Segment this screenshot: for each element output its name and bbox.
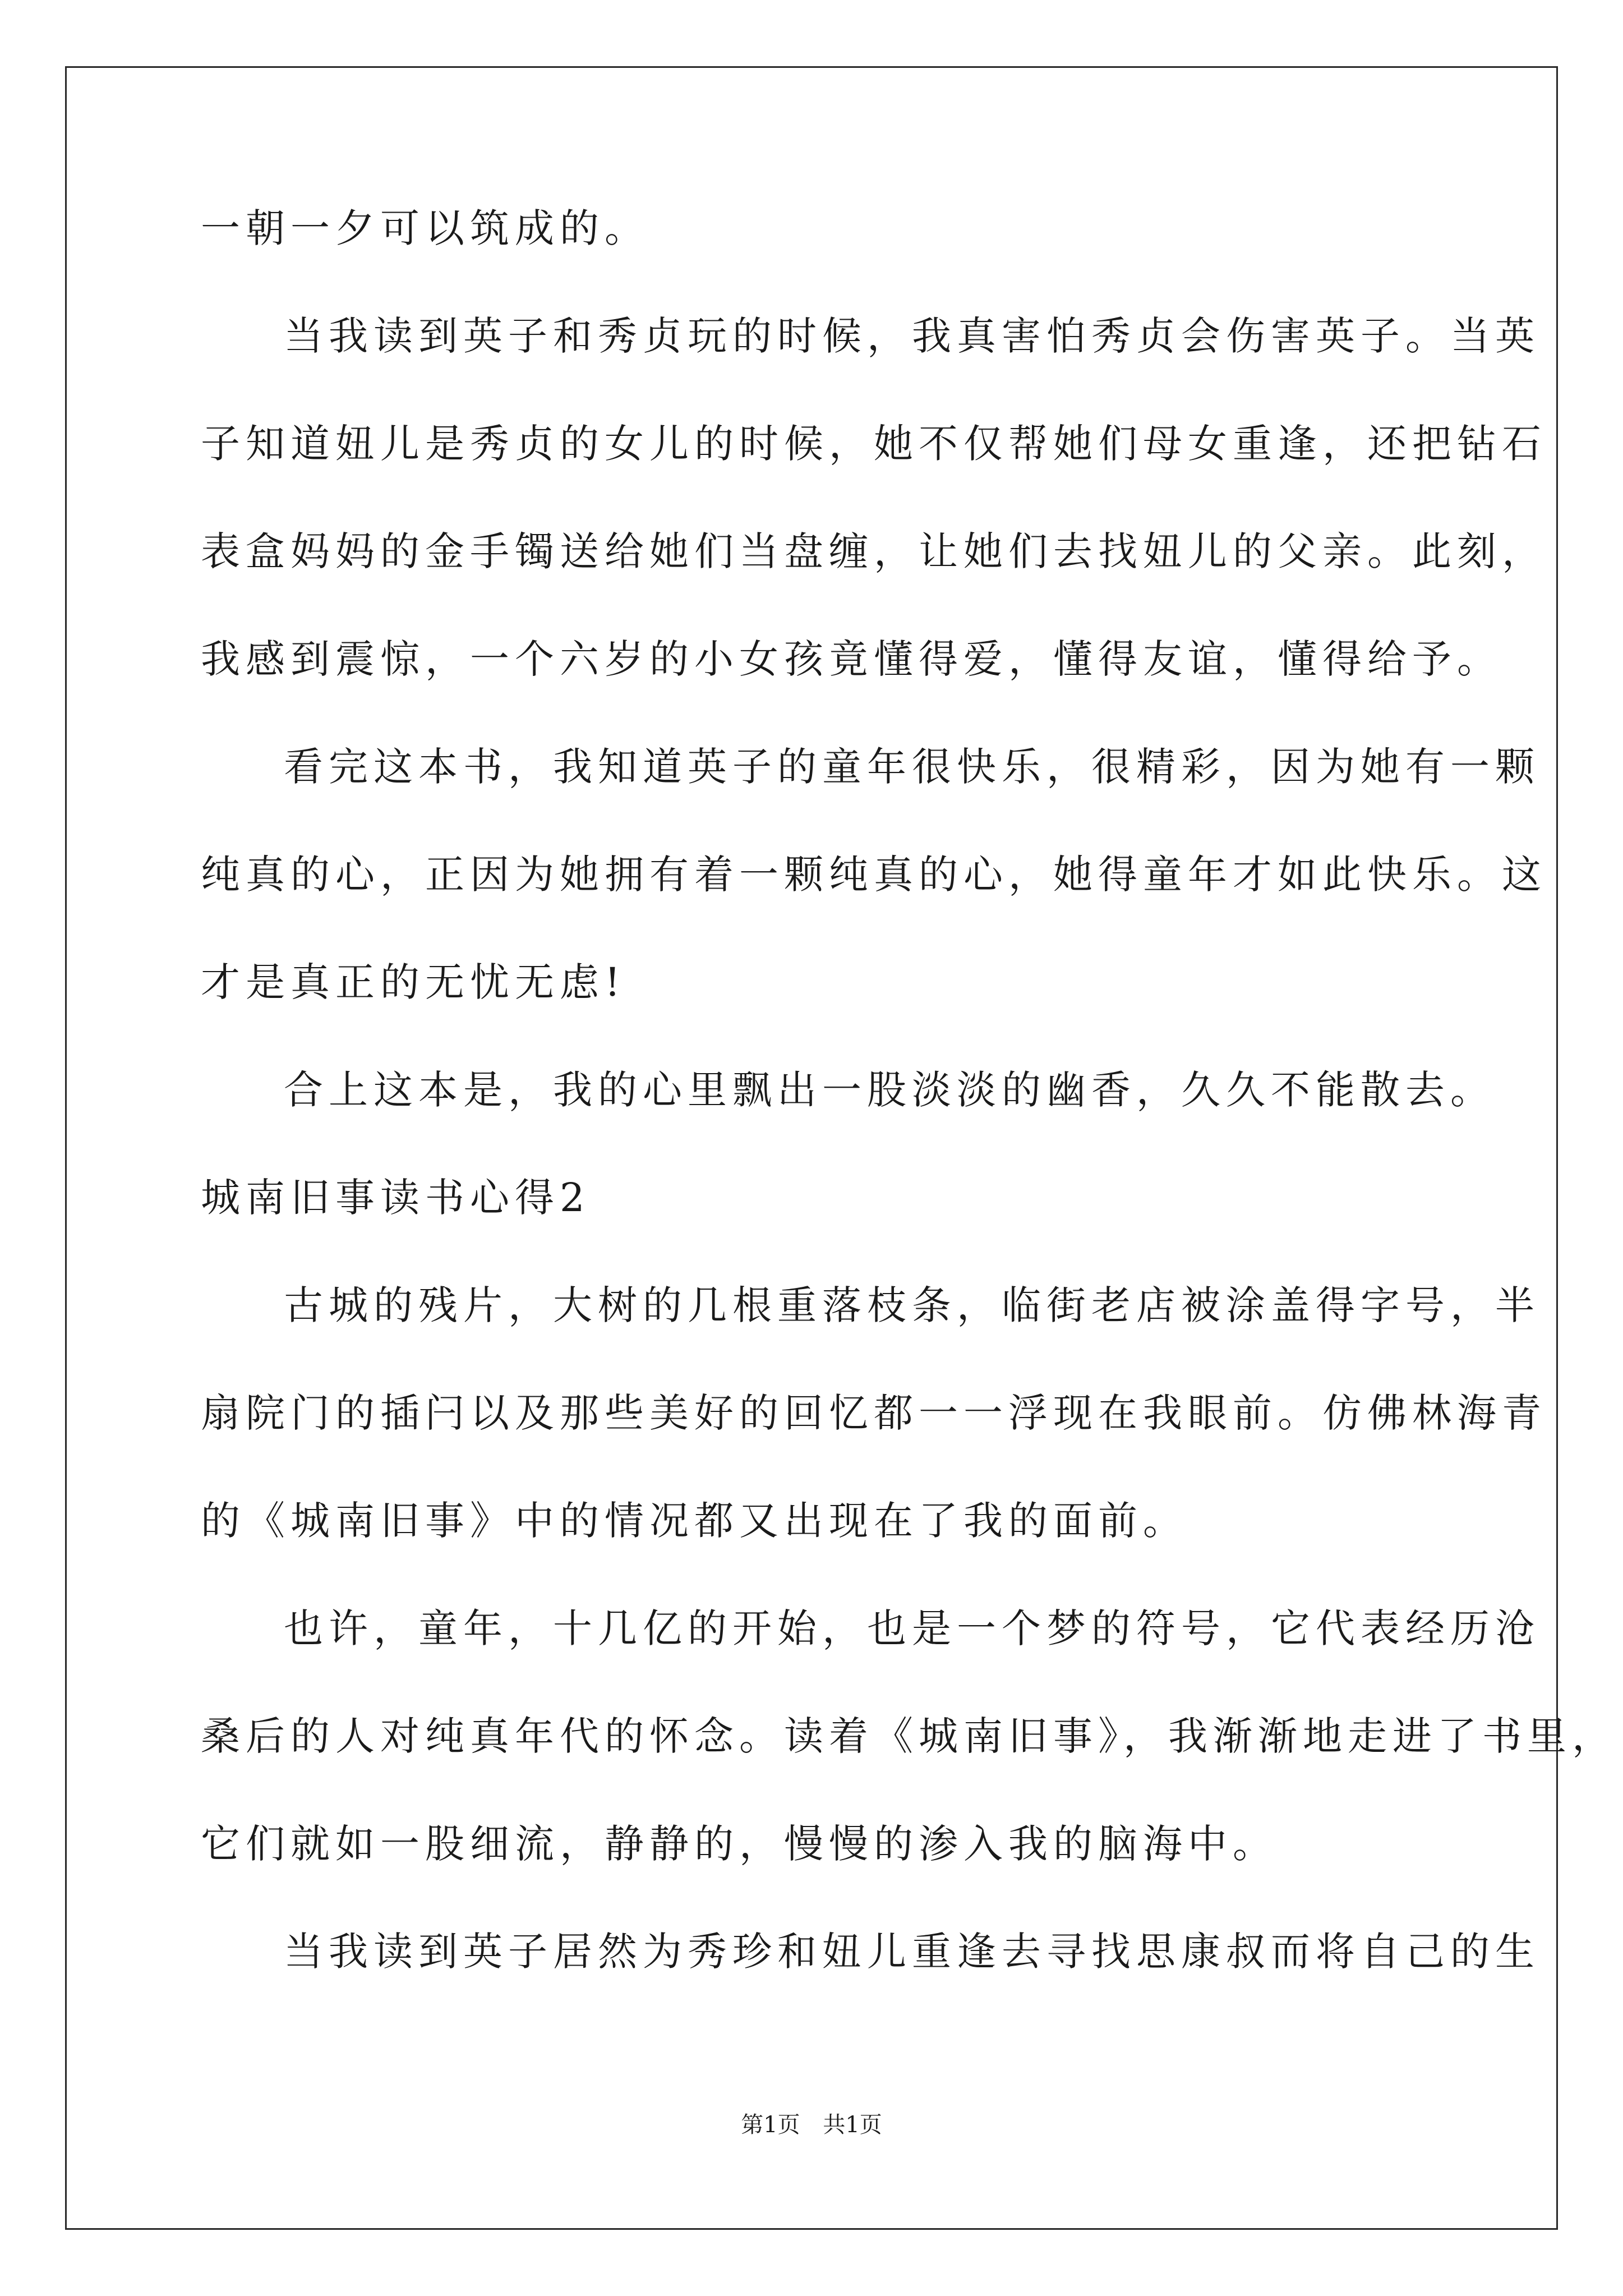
text-line: 子知道妞儿是秀贞的女儿的时候，她不仅帮她们母女重逢，还把钻石	[201, 421, 1547, 467]
text-line: 一朝一夕可以筑成的。	[201, 205, 649, 251]
text-line: 表盒妈妈的金手镯送给她们当盘缠，让她们去找妞儿的父亲。此刻，	[201, 528, 1547, 574]
text-line: 当我读到英子居然为秀珍和妞儿重逢去寻找思康叔而将自己的生	[284, 1929, 1540, 1975]
text-line: 纯真的心，正因为她拥有着一颗纯真的心，她得童年才如此快乐。这	[201, 852, 1547, 898]
text-line: 合上这本是，我的心里飘出一股淡淡的幽香，久久不能散去。	[284, 1067, 1495, 1113]
text-line: 扇院门的插闩以及那些美好的回忆都一一浮现在我眼前。仿佛林海青	[201, 1390, 1547, 1436]
text-line: 当我读到英子和秀贞玩的时候，我真害怕秀贞会伤害英子。当英	[284, 313, 1540, 359]
page-footer	[0, 2114, 1623, 2136]
text-line: 也许，童年，十几亿的开始，也是一个梦的符号，它代表经历沧	[284, 1605, 1540, 1651]
document-body	[201, 205, 1617, 2040]
text-line: 桑后的人对纯真年代的怀念。读着《城南旧事》，我渐渐地走进了书里，	[201, 1713, 1617, 1759]
text-line: 它们就如一股细流，静静的，慢慢的渗入我的脑海中。	[201, 1821, 1278, 1867]
text-line: 的《城南旧事》中的情况都又出现在了我的面前。	[201, 1498, 1188, 1544]
text-line: 才是真正的无忧无虑!	[201, 959, 626, 1005]
text-line: 看完这本书，我知道英子的童年很快乐，很精彩，因为她有一颗	[284, 744, 1540, 790]
page-total: 共1页	[823, 2112, 882, 2138]
page-number: 第1页	[741, 2112, 800, 2138]
text-line: 我感到震惊，一个六岁的小女孩竟懂得爱，懂得友谊，懂得给予。	[201, 636, 1502, 682]
text-line: 古城的残片，大树的几根重落枝条，临街老店被涂盖得字号，半	[284, 1282, 1540, 1328]
section-heading: 城南旧事读书心得2	[201, 1175, 591, 1221]
